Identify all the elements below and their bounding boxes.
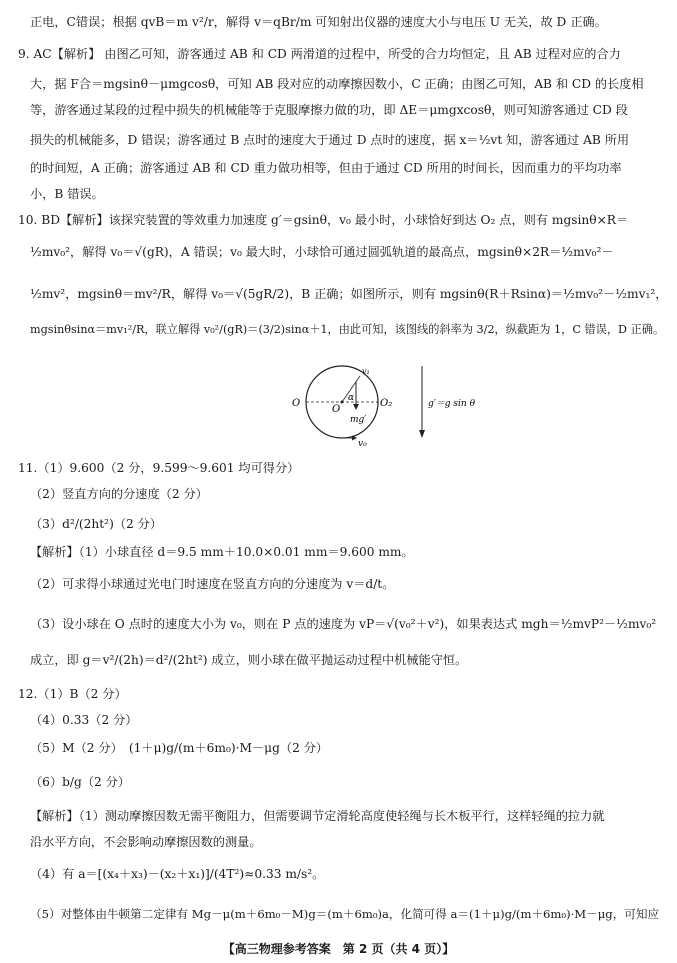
text-line: 【解析】（1）测动摩擦因数无需平衡阻力，但需要调节定滑轮高度使轻绳与长木板平行，这样轻绳的拉力就 (30, 809, 605, 823)
text-line: （2）可求得小球通过光电门时速度在竖直方向的分速度为 v＝d/t。 (30, 577, 395, 591)
text-line: （4）0.33（2 分） (30, 713, 138, 727)
text-line: 小，B 错误。 (30, 187, 104, 201)
text-line: （6）b/g（2 分） (30, 775, 131, 789)
text-line: 成立，即 g＝v²/(2h)＝d²/(2ht²) 成立，则小球在做平抛运动过程中机械能守恒。 (30, 653, 468, 667)
text-line: 12.（1）B（2 分） (18, 687, 127, 701)
page-footer: 【高三物理参考答案 第 2 页（共 4 页）】 (222, 942, 455, 956)
text-line: （2）竖直方向的分速度（2 分） (30, 487, 208, 501)
center-dot (341, 401, 344, 404)
text-line: 损失的机械能多，D 错误；游客通过 B 点时的速度大于通过 D 点时的速度，据 x＝½vt 知，游客通过 AB 所用 (30, 133, 630, 147)
diagram-svg (292, 362, 475, 449)
text-line: ½mv²，mgsinθ＝mv²/R，解得 v₀＝√(5gR/2)，B 正确；如图所示，则有 mgsinθ(R＋Rsinα)＝½mv₀²－½mv₁²， (30, 287, 668, 301)
label-gprime: g′＝g sin θ (428, 399, 475, 409)
text-line: 等，游客通过某段的过程中损失的机械能等于克服摩擦力做的功，即 ΔE＝μmgxcosθ，则可知游客通过 CD 段 (30, 103, 628, 117)
label-mg: mg′ (350, 415, 367, 425)
text-line: （3）d²/(2ht²)（2 分） (30, 517, 163, 531)
text-line: mgsinθsinα＝mv₁²/R，联立解得 v₀²/(gR)＝(3/2)sinα＋1，由此可知，该图线的斜率为 3/2，纵截距为 1，C 错误，D 正确。 (30, 323, 665, 336)
label-O-left: O (292, 398, 301, 409)
text-line: （5）对整体由牛顿第二定律有 Mg－μ(m＋6m₀－M)g＝(m＋6m₀)a，化简可得 a＝(1＋μ)g/(m＋6m₀)·M－μg，可知应 (30, 907, 660, 921)
label-v0: v₀ (358, 439, 367, 449)
text-line: ½mv₀²，解得 v₀＝√(gR)，A 错误；v₀ 最大时，小球恰可通过圆弧轨道的最高点，mgsinθ×2R＝½mv₀²－ (30, 245, 614, 259)
mg-arrowhead (353, 404, 359, 410)
text-line: 11.（1）9.600（2 分，9.599～9.601 均可得分） (18, 461, 300, 475)
text-line: 【解析】（1）小球直径 d＝9.5 mm＋10.0×0.01 mm＝9.600 mm。 (30, 545, 414, 559)
label-O2: O₂ (380, 398, 393, 409)
text-line: 正电，C错误；根据 qvB＝m v²/r，解得 v＝qBr/m 可知射出仪器的速度大小与电压 U 无关，故 D 正确。 (30, 15, 607, 29)
text-line: （5）M（2 分） (1＋μ)g/(m＋6m₀)·M－μg（2 分） (30, 741, 329, 755)
text-line: 的时间短，A 正确；游客通过 AB 和 CD 重力做功相等，但由于通过 CD 所用的时间长，因而重力的平均功率 (30, 161, 622, 175)
text-line: 大，据 F合＝mgsinθ－μmgcosθ，可知 AB 段对应的动摩擦因数小，C 正确；由图乙可知，AB 和 CD 的长度相 (30, 77, 644, 91)
text-line: 沿水平方向，不会影响动摩擦因数的测量。 (30, 835, 262, 849)
text-line: （3）设小球在 O 点时的速度大小为 v₀，则在 P 点的速度为 vP＝√(v₀²＋v²)，如果表达式 mgh＝½mvP²－½mv₀² (30, 617, 657, 631)
label-alpha: α (348, 393, 355, 403)
text-line: 10. BD【解析】该探究装置的等效重力加速度 g′＝gsinθ，v₀ 最小时，小球恰好到达 O₂ 点，则有 mgsinθ×R＝ (18, 213, 629, 227)
circle-diagram (292, 362, 475, 452)
gprime-arrowhead (419, 430, 425, 438)
text-line: （4）有 a＝[(x₄＋x₃)－(x₂＋x₁)]/(4T²)≈0.33 m/s²。 (30, 867, 325, 881)
label-v1: v₁ (362, 367, 370, 376)
label-O1: O (332, 404, 341, 415)
text-line: 9. AC【解析】 由图乙可知，游客通过 AB 和 CD 两滑道的过程中，所受的合力均恒定，且 AB 过程对应的合力 (18, 47, 621, 61)
